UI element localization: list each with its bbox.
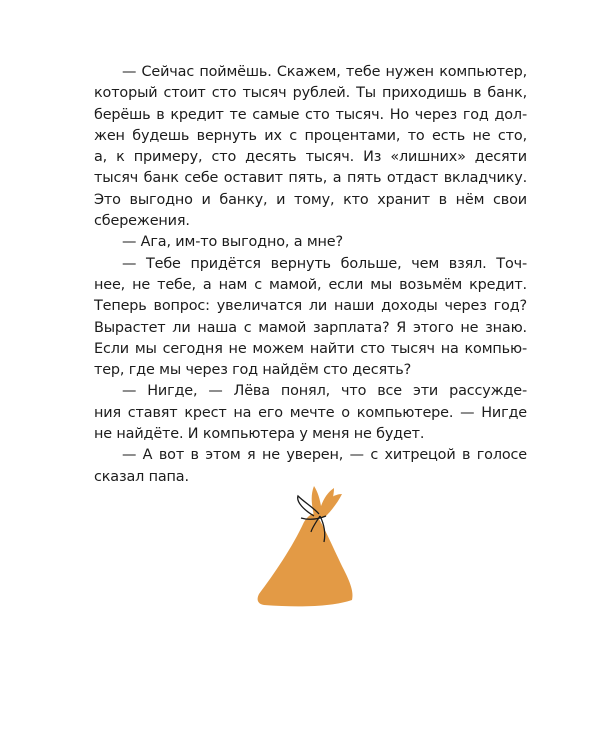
text-line: жен будешь вернуть их с процентами, то есть не сто, bbox=[94, 127, 527, 144]
text-line: — Ага, им-то выгодно, а мне? bbox=[122, 234, 343, 251]
text-line: ния ставят крест на его мечте о компьютере. — Нигде bbox=[94, 404, 527, 421]
text-line: — Тебе придётся вернуть больше, чем взял. Точ- bbox=[122, 255, 527, 272]
text-line: — Нигде, — Лёва понял, что все эти рассужде- bbox=[122, 383, 527, 400]
text-line: берёшь в кредит те самые сто тысяч. Но через год дол- bbox=[94, 106, 527, 123]
text-line: Теперь вопрос: увеличатся ли наши доходы через год? bbox=[94, 298, 527, 315]
text-line: Это выгодно и банку, и тому, кто хранит в нём свои bbox=[94, 191, 527, 208]
text-line: Вырастет ли наша с мамой зарплата? Я этого не знаю. bbox=[94, 319, 527, 336]
text-line: тер, где мы через год найдём сто десять? bbox=[94, 362, 412, 379]
text-line: Если мы сегодня не можем найти сто тысяч на компью- bbox=[94, 340, 527, 357]
text-line: — Сейчас поймёшь. Скажем, тебе нужен компьютер, bbox=[122, 64, 527, 80]
text-line: а, к примеру, сто десять тысяч. Из «лишних» десяти bbox=[94, 149, 527, 166]
text-line: — А вот в этом я не уверен, — с хитрецой в голосе bbox=[122, 447, 527, 464]
story-text bbox=[94, 62, 527, 488]
text-line: нее, не тебе, а нам с мамой, если мы возьмём кредит. bbox=[94, 276, 527, 293]
text-line: тысяч банк себе оставит пять, а пять отдаст вкладчику. bbox=[94, 170, 527, 187]
text-line: сбережения. bbox=[94, 213, 190, 230]
money-bag-icon bbox=[254, 478, 364, 608]
text-line: который стоит сто тысяч рублей. Ты приходишь в банк, bbox=[94, 85, 527, 102]
money-bag-illustration bbox=[254, 478, 364, 608]
text-line: сказал папа. bbox=[94, 468, 189, 485]
text-line: не найдёте. И компьютера у меня не будет. bbox=[94, 426, 425, 443]
bag-body bbox=[258, 514, 353, 607]
